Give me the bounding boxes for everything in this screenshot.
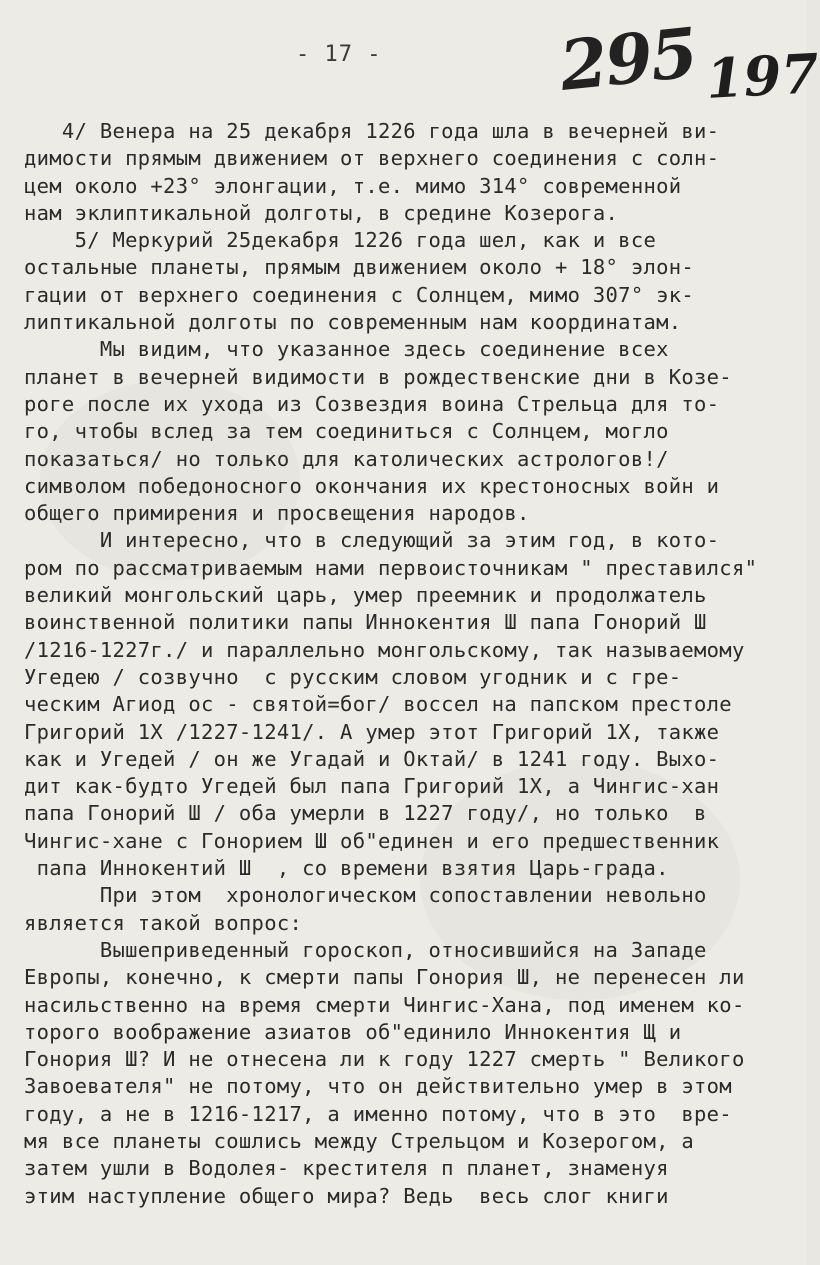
- folio-number-handwritten: 197: [704, 41, 820, 111]
- text-line: мя все планеты сошлись между Стрельцом и Козерогом, а: [24, 1128, 695, 1153]
- text-line: Завоевателя" не потому, что он действительно умер в этом: [24, 1074, 732, 1099]
- text-line: 5/ Меркурий 25декабря 1226 года шел, как и все: [24, 228, 657, 253]
- text-line: является такой вопрос:: [24, 910, 303, 935]
- text-line: воинственной политики папы Иннокентия Ш папа Гонорий Ш: [24, 610, 707, 635]
- text-line: папа Гонорий Ш / оба умерли в 1227 году/, но только в: [24, 801, 707, 826]
- text-line: папа Иннокентий Ш , со времени взятия Царь-града.: [24, 856, 669, 881]
- text-line: И интересно, что в следующий за этим год, в кото-: [24, 528, 720, 553]
- text-line: затем ушли в Водолея- крестителя п планет, знаменуя: [24, 1156, 669, 1181]
- text-line: 4/ Венера на 25 декабря 1226 года шла в вечерней ви-: [24, 119, 720, 143]
- text-line: Мы видим, что указанное здесь соединение всех: [24, 337, 669, 362]
- typewritten-body: [24, 118, 800, 1210]
- text-line: димости прямым движением от верхнего соединения с солн-: [24, 146, 720, 171]
- text-line: насильственно на время смерти Чингис-Хана, под именем ко-: [24, 992, 745, 1017]
- text-line: цем около +23° элонгации, т.е. мимо 314° современной: [24, 173, 682, 198]
- text-line: При этом хронологическом сопоставлении невольно: [24, 883, 707, 908]
- text-line: великий монгольский царь, умер преемник и продолжатель: [24, 583, 707, 608]
- text-line: планет в вечерней видимости в рождественские дни в Козе-: [24, 364, 732, 389]
- text-line: Европы, конечно, к смерти папы Гонория Ш, не перенесен ли: [24, 965, 745, 990]
- text-line: /1216-1227г./ и параллельно монгольскому, так называемому: [24, 637, 745, 662]
- text-line: Угедею / созвучно с русским словом угодник и с гре-: [24, 664, 682, 689]
- archive-number-handwritten: 295: [556, 13, 700, 107]
- text-line: роге после их ухода из Созвездия воина Стрельца для то-: [24, 391, 720, 416]
- text-line: символом победоносного окончания их крестоносных войн и: [24, 473, 720, 498]
- text-line: году, а не в 1216-1217, а именно потому, что в это вре-: [24, 1101, 732, 1126]
- text-line: липтикальной долготы по современным нам координатам.: [24, 310, 682, 335]
- text-line: дит как-будто Угедей был папа Григорий 1Х, а Чингис-хан: [24, 774, 720, 799]
- text-line: торого воображение азиатов об"единило Иннокентия Щ и: [24, 1019, 682, 1044]
- text-line: Чингис-хане с Гонорием Ш об"единен и его предшественник: [24, 828, 720, 853]
- text-line: ром по рассматриваемым нами первоисточникам " преставился": [24, 555, 758, 580]
- text-line: ческим Агиод ос - святой=бог/ воссел на папском престоле: [24, 692, 732, 717]
- text-line: гации от верхнего соединения с Солнцем, мимо 307° эк-: [24, 282, 695, 307]
- text-line: этим наступление общего мира? Ведь весь слог книги: [24, 1183, 669, 1208]
- text-line: как и Угедей / он же Угадай и Октай/ в 1241 году. Выхо-: [24, 746, 720, 771]
- text-line: показаться/ но только для католических астрологов!/: [24, 446, 669, 471]
- text-line: Григорий 1Х /1227-1241/. А умер этот Григорий 1Х, также: [24, 719, 720, 744]
- text-line: остальные планеты, прямым движением около + 18° элон-: [24, 255, 695, 280]
- page-number: - 17 -: [296, 42, 382, 67]
- text-line: Гонория Ш? И не отнесена ли к году 1227 смерть " Великого: [24, 1047, 745, 1072]
- text-line: го, чтобы вслед за тем соединиться с Солнцем, могло: [24, 419, 669, 444]
- text-line: нам эклиптикальной долготы, в средине Козерога.: [24, 200, 619, 225]
- text-line: общего примирения и просвещения народов.: [24, 501, 530, 526]
- text-line: Вышеприведенный гороскоп, относившийся на Западе: [24, 937, 707, 962]
